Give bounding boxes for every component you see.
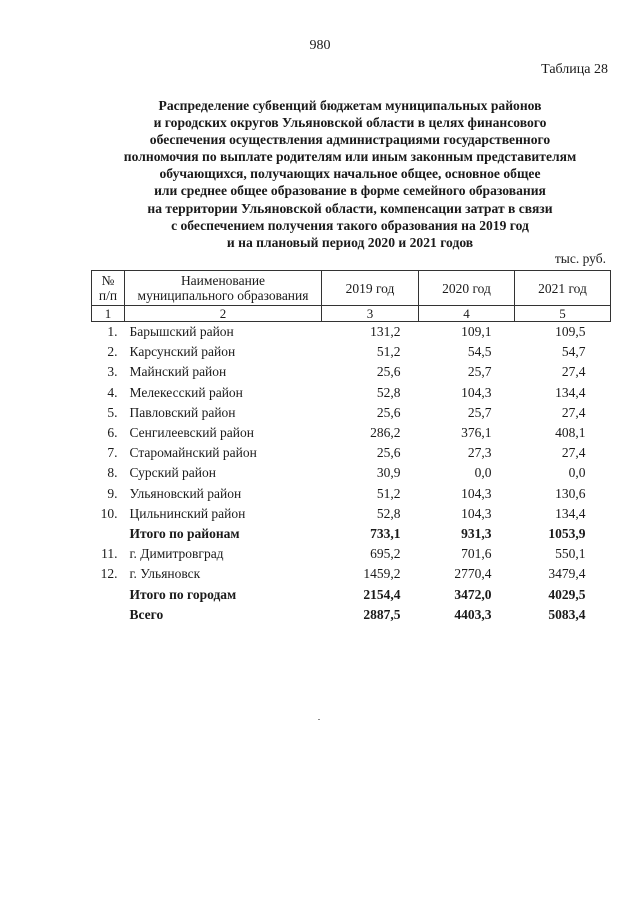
row-number: 12. — [100, 566, 118, 582]
table-row — [92, 504, 611, 524]
value-2019: 25,6 — [376, 445, 401, 461]
header-2019: 2019 год — [322, 271, 419, 306]
title-line: и городских округов Ульяновской области в целях финансового — [153, 115, 547, 131]
value-2019: 52,8 — [376, 384, 401, 400]
row-number: 9. — [107, 485, 118, 501]
value-2019: 30,9 — [376, 465, 401, 481]
value-2021: 1053,9 — [548, 525, 586, 541]
table-row — [92, 322, 611, 343]
value-2020: 109,1 — [461, 324, 492, 340]
value-2020: 3472,0 — [454, 586, 492, 602]
value-2019: 25,6 — [376, 364, 401, 380]
row-number: 8. — [107, 465, 118, 481]
municipality-name: Барышский район — [129, 324, 234, 340]
table-row — [92, 443, 611, 463]
value-2020: 0,0 — [474, 465, 492, 481]
column-number: 3 — [322, 306, 419, 322]
value-2021: 134,4 — [555, 384, 586, 400]
column-number: 1 — [92, 306, 125, 322]
value-2020: 54,5 — [467, 344, 492, 360]
column-number: 5 — [515, 306, 611, 322]
header-name — [125, 271, 322, 306]
value-2021: 27,4 — [561, 364, 586, 380]
municipality-name: Сурский район — [129, 465, 216, 481]
value-2020: 376,1 — [461, 425, 492, 441]
row-number: 11. — [101, 546, 118, 562]
row-number: 7. — [107, 445, 118, 461]
table-row — [92, 403, 611, 423]
value-2020: 25,7 — [467, 364, 492, 380]
header-name-line2: муниципального образования — [137, 288, 309, 303]
value-2019: 25,6 — [376, 404, 401, 420]
table-row — [92, 544, 611, 564]
row-number — [92, 605, 125, 625]
value-2021: 134,4 — [555, 505, 586, 521]
municipality-name: Мелекесский район — [129, 384, 243, 400]
header-2021: 2021 год — [515, 271, 611, 306]
value-2020: 27,3 — [467, 445, 492, 461]
municipality-name: Цильнинский район — [129, 505, 246, 521]
municipality-name: Старомайнский район — [129, 445, 257, 461]
municipality-name: Итого по городам — [129, 586, 237, 602]
title-line: и на плановый период 2020 и 2021 годов — [226, 234, 474, 250]
value-2019: 131,2 — [370, 324, 401, 340]
header-2020: 2020 год — [419, 271, 515, 306]
title-line: с обеспечением получения такого образования на 2019 год — [171, 217, 529, 233]
value-2021: 4029,5 — [548, 586, 586, 602]
value-2019: 733,1 — [370, 525, 401, 541]
value-2019: 51,2 — [376, 485, 401, 501]
value-2019: 52,8 — [376, 505, 401, 521]
total-row — [92, 605, 611, 625]
value-2020: 104,3 — [461, 384, 492, 400]
value-2019: 695,2 — [370, 546, 401, 562]
value-2020: 4403,3 — [454, 606, 492, 622]
table-label: Таблица 28 — [541, 62, 608, 77]
value-2021: 408,1 — [555, 425, 586, 441]
municipality-name: г. Димитровград — [129, 546, 224, 562]
subvention-table — [91, 270, 611, 625]
title-line: Распределение субвенций бюджетам муниципальных районов — [158, 98, 542, 113]
value-2019: 2154,4 — [363, 586, 401, 602]
total-row — [92, 584, 611, 604]
header-number — [92, 271, 125, 306]
title-line: обучающихся, получающих начальное общее, основное общее — [159, 166, 541, 182]
table-row — [92, 484, 611, 504]
value-2020: 25,7 — [467, 404, 492, 420]
value-2020: 2770,4 — [454, 566, 492, 582]
row-number: 2. — [107, 344, 118, 360]
value-2019: 2887,5 — [363, 606, 401, 622]
value-2021: 3479,4 — [548, 566, 586, 582]
value-2021: 550,1 — [555, 546, 586, 562]
column-number: 2 — [125, 306, 322, 322]
value-2019: 1459,2 — [363, 566, 401, 582]
document-title — [60, 97, 640, 251]
row-number: 5. — [107, 404, 118, 420]
municipality-name: Всего — [129, 606, 164, 622]
page-number: 980 — [309, 38, 331, 53]
row-number — [92, 584, 125, 604]
row-number: 4. — [107, 384, 118, 400]
row-number: 6. — [107, 425, 118, 441]
row-number: 3. — [107, 364, 118, 380]
total-row — [92, 524, 611, 544]
value-2021: 27,4 — [561, 404, 586, 420]
units-label: тыс. руб. — [554, 251, 606, 266]
municipality-name: Сенгилеевский район — [129, 425, 254, 441]
table-row — [92, 423, 611, 443]
municipality-name: Итого по районам — [129, 525, 240, 541]
title-line: полномочия по выплате родителям или иным законным представителям — [123, 149, 577, 165]
table-row — [92, 362, 611, 382]
table-body — [92, 322, 611, 625]
header-number-line2: п/п — [98, 288, 118, 303]
stray-mark — [318, 719, 320, 720]
column-number-row — [92, 306, 611, 322]
municipality-name: Ульяновский район — [129, 485, 242, 501]
table-row — [92, 342, 611, 362]
value-2019: 286,2 — [370, 425, 401, 441]
municipality-name: Павловский район — [129, 404, 236, 420]
row-number — [92, 524, 125, 544]
value-2021: 5083,4 — [548, 606, 586, 622]
column-number: 4 — [419, 306, 515, 322]
value-2020: 701,6 — [461, 546, 492, 562]
value-2021: 109,5 — [555, 324, 586, 340]
title-line: обеспечения осуществления администрациями государственного — [149, 132, 551, 148]
table-row — [92, 564, 611, 584]
municipality-name: Карсунский район — [129, 344, 236, 360]
value-2021: 27,4 — [561, 445, 586, 461]
row-number: 1. — [107, 324, 118, 340]
title-line: или среднее общее образование в форме семейного образования — [154, 183, 546, 199]
header-name-line1: Наименование — [180, 273, 266, 288]
value-2021: 0,0 — [568, 465, 586, 481]
row-number: 10. — [100, 505, 118, 521]
table-row — [92, 463, 611, 483]
value-2021: 54,7 — [561, 344, 586, 360]
value-2020: 104,3 — [461, 505, 492, 521]
municipality-name: Майнский район — [129, 364, 227, 380]
value-2020: 104,3 — [461, 485, 492, 501]
value-2019: 51,2 — [376, 344, 401, 360]
value-2021: 130,6 — [555, 485, 586, 501]
value-2020: 931,3 — [461, 525, 492, 541]
table-header-row — [92, 271, 611, 306]
title-line: на территории Ульяновской области, компенсации затрат в связи — [147, 200, 553, 216]
table-row — [92, 383, 611, 403]
header-number-line1: № — [101, 273, 115, 288]
municipality-name: г. Ульяновск — [129, 566, 201, 582]
